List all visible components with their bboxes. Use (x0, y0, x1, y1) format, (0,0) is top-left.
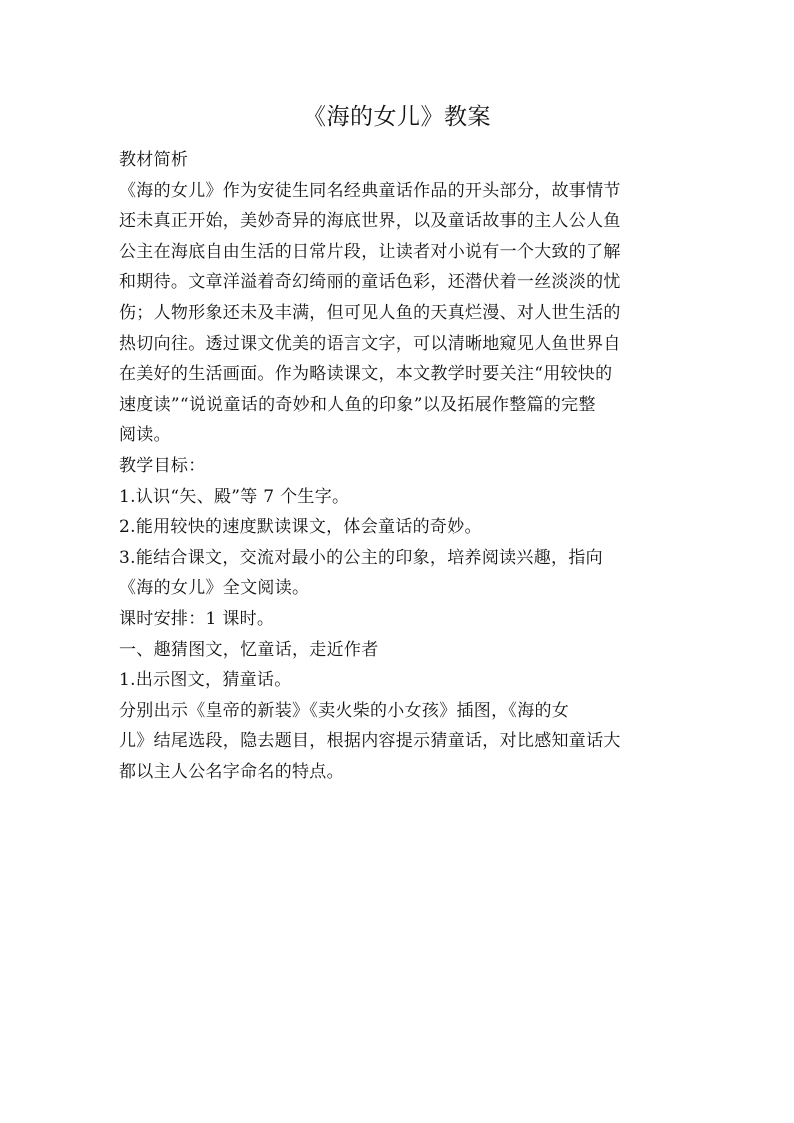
text-line: 速度读”“说说童话的奇妙和人鱼的印象”以及拓展作整篇的完整 (119, 394, 596, 415)
text-line: 都以主人公名字命名的特点。 (119, 761, 344, 782)
text-line: 课时安排：1 课时。 (119, 608, 275, 629)
text-line: 儿》结尾选段，隐去题目，根据内容提示猜童话，对比感知童话大 (119, 731, 621, 752)
text-line: 还未真正开始，美妙奇异的海底世界，以及童话故事的主人公人鱼 (119, 211, 621, 232)
paragraph (119, 696, 679, 788)
document-body (119, 145, 679, 787)
section-heading (119, 635, 679, 666)
text-line: 热切向往。透过课文优美的语言文字，可以清晰地窥见人鱼世界自 (119, 333, 621, 354)
section-heading (119, 451, 679, 482)
text-line: 伤；人物形象还未及丰满，但可见人鱼的天真烂漫、对人世生活的 (119, 302, 621, 323)
text-line: 《海的女儿》全文阅读。 (119, 578, 310, 599)
document-title: 《海的女儿》教案 (303, 104, 491, 130)
text-line: 教材简析 (119, 150, 189, 170)
text-line: 1.认识“矢、殿”等 7 个生字。 (119, 486, 350, 507)
text-line: 教学目标： (119, 455, 206, 476)
paragraph (119, 665, 679, 696)
text-line: 阅读。 (119, 425, 171, 446)
text-line: 《海的女儿》作为安徒生同名经典童话作品的开头部分，故事情节 (119, 180, 621, 201)
text-line: 分别出示《皇帝的新装》《卖火柴的小女孩》插图，《海的女 (119, 700, 570, 721)
paragraph (119, 512, 679, 543)
paragraph (119, 543, 679, 604)
text-line: 3.能结合课文，交流对最小的公主的印象，培养阅读兴趣，指向 (119, 547, 603, 568)
text-line: 公主在海底自由生活的日常片段，让读者对小说有一个大致的了解 (119, 241, 621, 262)
paragraph (119, 482, 679, 513)
paragraph (119, 604, 679, 635)
paragraph (119, 176, 679, 451)
text-line: 一、趣猜图文，忆童话，走近作者 (119, 639, 379, 660)
text-line: 2.能用较快的速度默读课文，体会童话的奇妙。 (119, 517, 482, 538)
text-line: 和期待。文章洋溢着奇幻绮丽的童话色彩，还潜伏着一丝淡淡的忧 (119, 272, 621, 293)
text-line: 在美好的生活画面。作为略读课文，本文教学时要关注“用较快的 (119, 364, 613, 385)
text-line: 1.出示图文，猜童话。 (119, 670, 292, 691)
section-heading (119, 145, 679, 176)
